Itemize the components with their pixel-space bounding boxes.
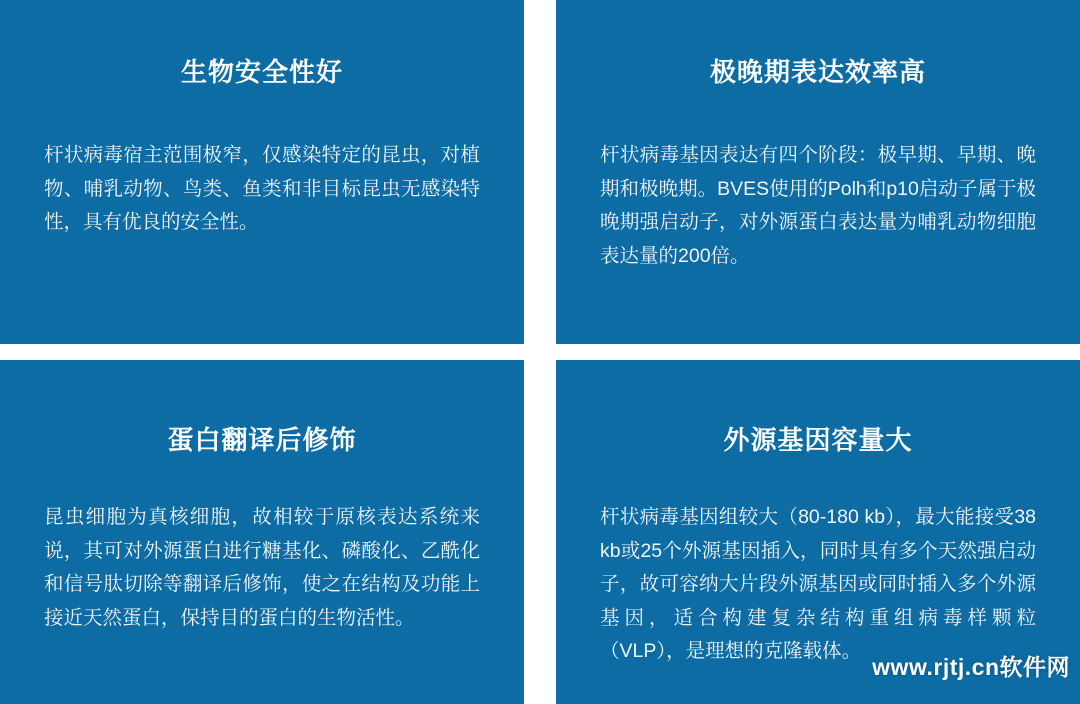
card-title: 外源基因容量大 <box>723 425 913 455</box>
card-title: 生物安全性好 <box>180 57 343 87</box>
card-title: 蛋白翻译后修饰 <box>167 425 357 455</box>
card-title: 极晚期表达效率高 <box>709 57 926 87</box>
card-body: 杆状病毒基因组较大（80-180 kb），最大能接受38 kb或25个外源基因插入，同时具有多个天然强启动子，故可容纳大片段外源基因或同时插入多个外源基因，适合构建复杂结构重组病毒样颗粒（VLP），是理想的克隆载体。 <box>600 506 1036 663</box>
card-body: 杆状病毒基因表达有四个阶段：极早期、早期、晚期和极晚期。BVES使用的Polh和p10启动子属于极晚期强启动子，对外源蛋白表达量为哺乳动物细胞表达量的200倍。 <box>600 144 1036 267</box>
feature-card-biosafety <box>0 0 524 344</box>
feature-card-very-late-expression <box>556 0 1080 344</box>
card-body: 昆虫细胞为真核细胞，故相较于原核表达系统来说，其可对外源蛋白进行糖基化、磷酸化、乙酰化和信号肽切除等翻译后修饰，使之在结构及功能上接近天然蛋白，保持目的蛋白的生物活性。 <box>44 506 480 629</box>
watermark: www.rjtj.cn软件网 <box>872 654 1070 680</box>
card-body: 杆状病毒宿主范围极窄，仅感染特定的昆虫，对植物、哺乳动物、鸟类、鱼类和非目标昆虫无感染特性，具有优良的安全性。 <box>44 144 480 234</box>
feature-card-post-translational-modification <box>0 360 524 704</box>
